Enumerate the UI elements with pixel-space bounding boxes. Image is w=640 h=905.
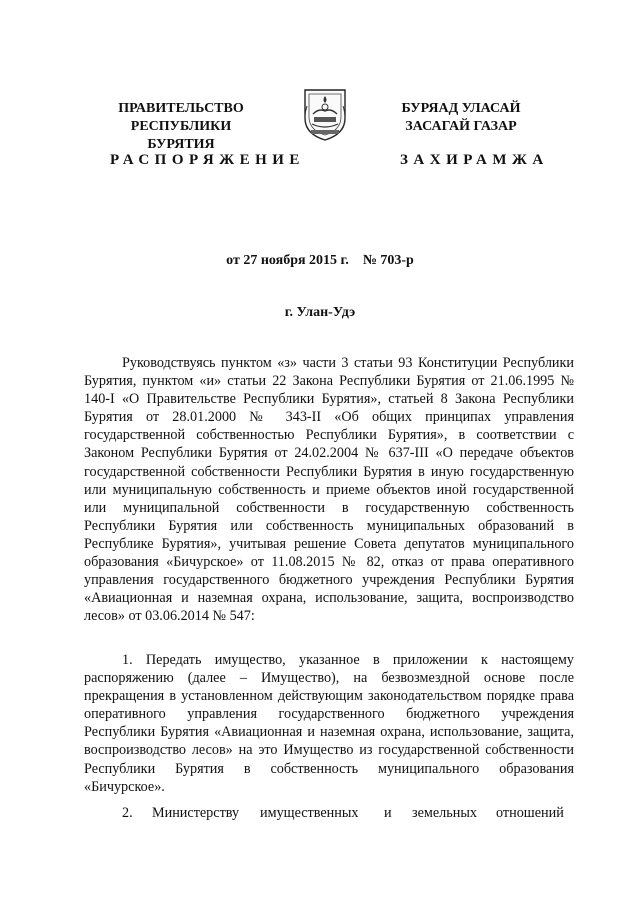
item-2-word: земельных — [412, 805, 477, 821]
issuer-buryat-line-1: БУРЯАД УЛАСАЙ — [401, 101, 521, 116]
issuer-russian — [96, 100, 266, 154]
place-of-issue: г. Улан-Удэ — [284, 305, 356, 320]
preamble-paragraph: Руководствуясь пунктом «з» части 3 статьи 93 Конституции Республики Бурятия, пунктом «и» статьи 22 Закона Республики Бурятия от 21.06.1995 № 140-I «О Правительстве Республики Бурятия», статьей 8 Закона Республики Бурятия от 28.01.2000 № 343-II «Об общих принципах управления государственной собственностью Республики Бурятия», в соответствии с Законом Республики Бурятия от 24.02.2004 № 637-III «О передаче объектов государственной собственности Республики Бурятия в иную государственную или муниципальную собственность и приеме объектов иной государственной или муниципальной собственности в государственную собственность Республики Бурятия или собственность муниципальных образований в Республике Бурятия», учитывая решение Совета депутатов муниципального образования «Бичурское» от 11.08.2015 № 82, отказ от права оперативного управления государственного бюджетного учреждения Республики Бурятия «Авиационная и наземная охрана, использование, защита, воспроизводство лесов» от 03.06.2014 № 547: — [84, 355, 574, 625]
date-and-number: от 27 ноября 2015 г. № 703-р — [226, 253, 414, 268]
item-2-word: Министерству — [152, 805, 240, 821]
issuer-buryat-line-2: ЗАСАГАЙ ГАЗАР — [405, 119, 517, 134]
document-type-buryat: ЗАХИРАМЖА — [400, 152, 549, 168]
item-2-word: и — [384, 805, 392, 821]
item-2-word: 2. — [122, 805, 133, 821]
issuer-buryat — [376, 100, 546, 136]
item-1-paragraph: 1. Передать имущество, указанное в приложении к настоящему распоряжению (далее – Имущество), на безвозмездной основе после прекращения в установленном действующим законодательством порядке права оперативного управления государственного бюджетного учреждения Республики Бурятия «Авиационная и наземная охрана, использование, защита, воспроизводство лесов» на это Имущество из государственной собственности Республики Бурятия в собственность муниципального образования «Бичурское». — [84, 652, 574, 795]
issuer-line-1: ПРАВИТЕЛЬСТВО — [118, 101, 244, 116]
item-2-word: отношений — [496, 805, 564, 821]
item-2-word: имущественных — [260, 805, 359, 821]
coat-of-arms-icon — [301, 84, 349, 142]
document-type-russian: РАСПОРЯЖЕНИЕ — [110, 152, 305, 168]
issuer-line-2: РЕСПУБЛИКИ БУРЯТИЯ — [130, 119, 232, 152]
